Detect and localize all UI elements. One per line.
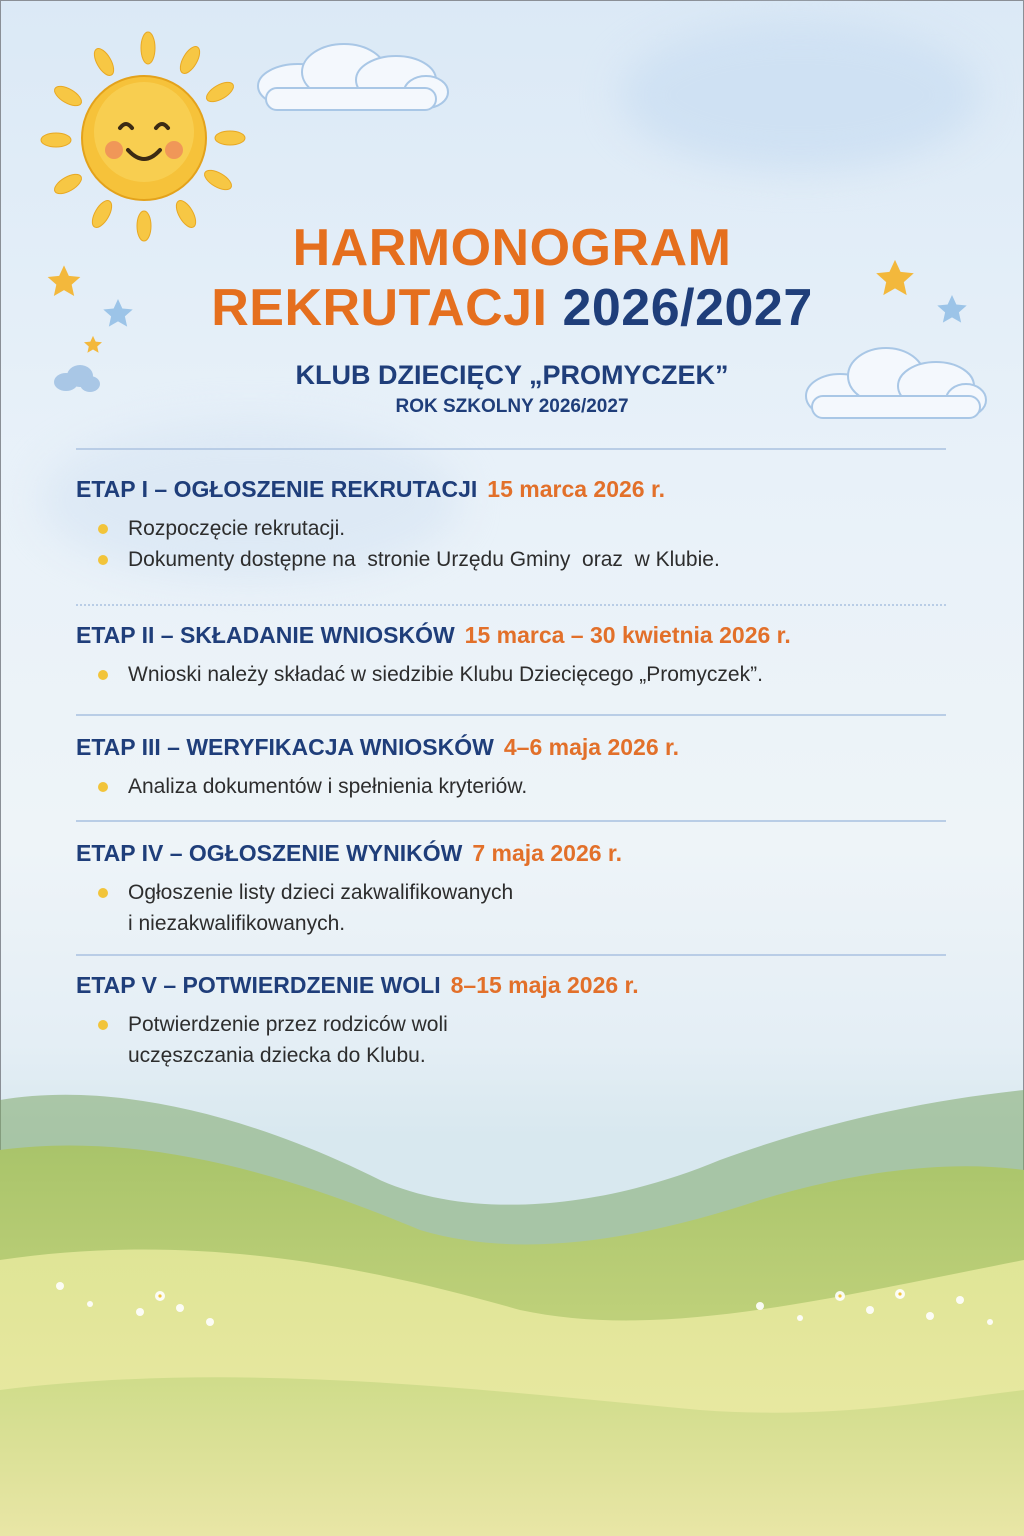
page-title-line2 xyxy=(0,278,1024,338)
sky-wash xyxy=(620,20,980,170)
sun-icon xyxy=(20,28,260,248)
bullet-icon xyxy=(98,782,108,792)
title-year: 2026/2027 xyxy=(562,279,813,337)
list-item-text: Potwierdzenie przez rodziców woli xyxy=(128,1013,448,1036)
stage-3 xyxy=(76,734,976,802)
stage-date: 8–15 maja 2026 r. xyxy=(450,972,639,998)
stage-title: ETAP V – POTWIERDZENIE WOLI xyxy=(76,972,441,998)
page-title: HARMONOGRAM xyxy=(292,219,732,277)
divider xyxy=(76,820,946,822)
list-item xyxy=(98,544,976,575)
stage-4 xyxy=(76,840,976,939)
list-item-text: Wnioski należy składać w siedzibie Klubu Dziecięcego „Promyczek”. xyxy=(128,663,763,686)
meadow-illustration xyxy=(0,1060,1024,1536)
cloud-icon xyxy=(246,36,456,116)
stage-date: 7 maja 2026 r. xyxy=(472,840,622,866)
stage-2 xyxy=(76,622,976,690)
bullet-icon xyxy=(98,524,108,534)
title-rekrutacji: REKRUTACJI xyxy=(211,279,548,337)
list-item-continuation xyxy=(98,908,976,939)
divider xyxy=(76,604,946,606)
list-item xyxy=(98,1009,976,1040)
club-name: KLUB DZIECIĘCY „PROMYCZEK” xyxy=(295,360,729,390)
list-item-text: Ogłoszenie listy dzieci zakwalifikowanych xyxy=(128,881,514,904)
bullet-icon xyxy=(98,888,108,898)
stage-heading xyxy=(76,972,976,999)
stage-heading xyxy=(76,840,976,867)
stage-date: 15 marca – 30 kwietnia 2026 r. xyxy=(464,622,791,648)
list-item-text: Analiza dokumentów i spełnienia kryteriów. xyxy=(128,775,528,798)
stage-date: 15 marca 2026 r. xyxy=(487,476,666,502)
stage-heading xyxy=(76,476,976,503)
stage-heading xyxy=(76,734,976,761)
divider xyxy=(76,714,946,716)
list-item-text: uczęszczania dziecka do Klubu. xyxy=(128,1044,426,1067)
bullet-icon xyxy=(98,555,108,565)
bullet-icon xyxy=(98,1020,108,1030)
stage-heading xyxy=(76,622,976,649)
stage-title: ETAP IV – OGŁOSZENIE WYNIKÓW xyxy=(76,840,463,866)
stage-title: ETAP III – WERYFIKACJA WNIOSKÓW xyxy=(76,734,494,760)
stage-title: ETAP I – OGŁOSZENIE REKRUTACJI xyxy=(76,476,478,502)
list-item xyxy=(98,771,976,802)
bullet-icon xyxy=(98,670,108,680)
stage-date: 4–6 maja 2026 r. xyxy=(503,734,680,760)
list-item-text: i niezakwalifikowanych. xyxy=(128,912,346,935)
list-item xyxy=(98,877,976,908)
stage-1 xyxy=(76,476,976,575)
list-item-text: Dokumenty dostępne na stronie Urzędu Gminy oraz w Klubie. xyxy=(128,548,720,571)
stage-title: ETAP II – SKŁADANIE WNIOSKÓW xyxy=(76,622,455,648)
stage-5 xyxy=(76,972,976,1071)
list-item-text: Rozpoczęcie rekrutacji. xyxy=(128,517,346,540)
school-year: ROK SZKOLNY 2026/2027 xyxy=(395,396,629,417)
divider xyxy=(76,448,946,450)
divider xyxy=(76,954,946,956)
list-item xyxy=(98,659,976,690)
list-item xyxy=(98,513,976,544)
